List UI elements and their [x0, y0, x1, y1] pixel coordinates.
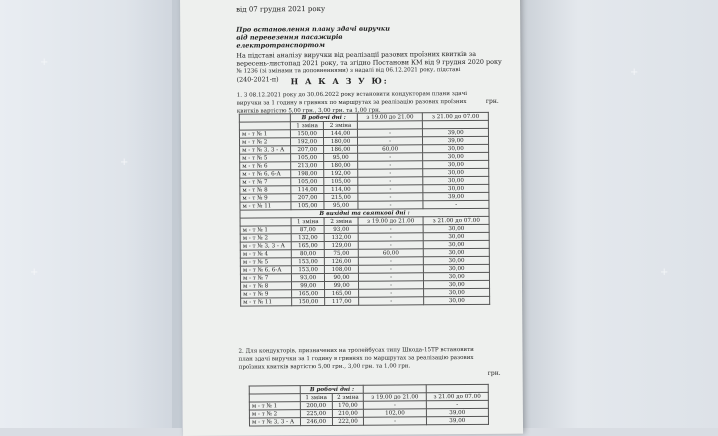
night-cell: 30,00 — [423, 184, 489, 192]
shift2-cell: 108,00 — [325, 265, 358, 273]
intro-line: вересень-листопад 2021 року, та згідно Постанови КМ від 9 грудня 2020 року — [236, 57, 502, 68]
evening-cell: 60,00 — [358, 249, 424, 257]
route-cell: м - т № 5 — [240, 258, 291, 266]
route-cell: м - т № 7 — [240, 274, 291, 282]
evening-cell: - — [358, 257, 424, 265]
document-heading-line: Про встановлення плану здачі виручки — [236, 24, 391, 34]
shift1-cell: 80,00 — [291, 249, 324, 257]
schedule-table-1 — [239, 112, 490, 307]
route-cell: м - т № 6, 6-А — [240, 170, 291, 178]
evening-cell: - — [364, 401, 426, 409]
shift1-cell: 114,00 — [291, 185, 324, 193]
shift1-cell: 165,00 — [291, 241, 324, 249]
document-date: від 07 грудня 2021 року — [236, 4, 326, 14]
night-cell: 30,00 — [424, 264, 490, 272]
sparkle-decoration: + — [120, 157, 129, 168]
unit-label: грн. — [485, 97, 499, 105]
evening-cell: - — [358, 281, 424, 289]
night-cell: 30,00 — [423, 224, 489, 232]
order-document — [180, 0, 523, 436]
column-header: з 19.00 до 21.00 — [357, 113, 423, 121]
route-cell: м - т № 1 — [249, 402, 300, 410]
evening-cell: - — [358, 225, 424, 233]
night-cell: 39,00 — [426, 416, 488, 424]
point2-line: 2. Для кондукторів, призначених на тролейбусах типу Шкода-15ТР встановити — [238, 346, 474, 355]
intro-line: (240-2021-п) — [236, 75, 279, 84]
night-cell: 30,00 — [424, 288, 490, 296]
background-wall-right — [518, 0, 718, 428]
night-cell: 30,00 — [423, 152, 489, 160]
column-header: 1 зміна — [290, 121, 323, 129]
shift2-cell: 210,00 — [332, 409, 364, 417]
shift2-cell: 165,00 — [325, 289, 358, 297]
route-cell: м - т № 1 — [239, 130, 290, 138]
shift2-cell: 126,00 — [325, 257, 358, 265]
schedule-table-2 — [249, 384, 489, 427]
shift1-cell: 207,00 — [291, 193, 324, 201]
route-cell: м - т № 6 — [240, 162, 291, 170]
column-header: з 21.00 до 07.00 — [423, 112, 489, 120]
shift2-cell: 99,00 — [325, 281, 358, 289]
shift2-cell: 215,00 — [324, 193, 357, 201]
evening-cell: - — [357, 153, 423, 161]
document-heading-line: електротранспортом — [236, 40, 325, 50]
evening-cell: 60,00 — [357, 145, 423, 153]
point1-line: виручки за 1 годину в гривнях по маршрутах за реалізацію разових проїзних — [236, 99, 467, 107]
sparkle-decoration: + — [630, 67, 639, 78]
night-cell: 30,00 — [424, 280, 490, 288]
column-header: з 21.00 до 07.00 — [423, 216, 489, 224]
evening-cell: - — [357, 169, 423, 177]
route-cell: м - т № 2 — [249, 410, 300, 418]
point2-line: план здачі виручки за 1 годину в гривнях по маршрутах за реалізацію разових — [238, 354, 474, 363]
night-cell: 39,00 — [426, 408, 488, 416]
route-cell: м - т № 11 — [240, 202, 291, 210]
unit-label: грн. — [487, 369, 501, 377]
order-word: Н А К А З У Ю: — [290, 75, 389, 87]
evening-cell: - — [358, 233, 424, 241]
route-cell: м - т № 8 — [240, 282, 291, 290]
shift2-cell: 75,00 — [325, 249, 358, 257]
shift2-cell: 170,00 — [332, 401, 364, 409]
night-cell: 30,00 — [423, 168, 489, 176]
shift1-cell: 99,00 — [291, 281, 324, 289]
evening-cell: - — [357, 137, 423, 145]
column-header: з 21.00 до 07.00 — [426, 392, 488, 400]
column-header: 2 зміна — [332, 393, 364, 401]
route-cell: м - т № 3, 3 - А — [240, 146, 291, 154]
night-cell: 30,00 — [423, 176, 489, 184]
route-cell: м - т № 9 — [241, 290, 292, 298]
route-cell: м - т № 11 — [241, 298, 292, 306]
evening-cell: - — [358, 193, 424, 201]
shift1-cell: 105,00 — [291, 177, 324, 185]
shift2-cell: 129,00 — [325, 241, 358, 249]
sparkle-decoration: + — [660, 267, 669, 278]
evening-cell: - — [358, 289, 424, 297]
shift2-cell: 132,00 — [325, 233, 358, 241]
shift1-cell: 198,00 — [291, 169, 324, 177]
evening-cell: - — [358, 273, 424, 281]
intro-line: На підставі аналізу виручки від реалізації разових проїзних квитків за — [236, 49, 477, 60]
shift2-cell: 180,00 — [324, 137, 357, 145]
document-heading-line: від перевезення пасажирів — [236, 32, 343, 42]
shift1-cell: 165,00 — [292, 289, 325, 297]
evening-cell: - — [358, 297, 424, 305]
evening-cell: - — [364, 417, 426, 425]
shift1-cell: 105,00 — [291, 153, 324, 161]
background-wall-left — [0, 0, 178, 428]
shift1-cell: 207,00 — [291, 145, 324, 153]
night-cell: 39,00 — [423, 136, 489, 144]
point1-line: квитків вартістю 5,00 грн., 3,00 грн. та 1,00 грн. — [236, 107, 381, 115]
night-cell: - — [426, 400, 488, 408]
shift1-cell: 93,00 — [291, 273, 324, 281]
night-cell: 30,00 — [424, 272, 490, 280]
night-cell: 30,00 — [423, 144, 489, 152]
shift1-cell: 153,00 — [291, 265, 324, 273]
shift2-cell: 180,00 — [324, 161, 357, 169]
evening-cell: - — [358, 201, 424, 209]
route-cell: м - т № 3, 3 - А — [249, 418, 300, 426]
shift1-cell: 150,00 — [290, 129, 323, 137]
route-cell: м - т № 8 — [240, 186, 291, 194]
sparkle-decoration: + — [30, 267, 39, 278]
shift1-cell: 246,00 — [300, 417, 332, 425]
shift1-cell: 200,00 — [300, 401, 332, 409]
shift1-cell: 105,00 — [291, 201, 324, 209]
night-cell: 30,00 — [423, 160, 489, 168]
route-cell: м - т № 9 — [240, 194, 291, 202]
weekday-label: В робочі дні : — [300, 385, 363, 393]
evening-cell: - — [357, 129, 423, 137]
column-header: 2 зміна — [324, 217, 357, 225]
shift2-cell: 192,00 — [324, 169, 357, 177]
route-cell: м - т № 2 — [239, 138, 290, 146]
column-header: з 19.00 до 21.00 — [364, 393, 426, 401]
table-row — [249, 416, 488, 426]
evening-cell: - — [358, 265, 424, 273]
shift1-cell: 213,00 — [291, 161, 324, 169]
night-cell: - — [423, 200, 489, 208]
night-cell: 30,00 — [424, 296, 490, 304]
shift1-cell: 153,00 — [291, 257, 324, 265]
night-cell: 30,00 — [424, 248, 490, 256]
night-cell: 30,00 — [424, 240, 490, 248]
shift1-cell: 192,00 — [290, 137, 323, 145]
shift2-cell: 93,00 — [324, 225, 357, 233]
evening-cell: - — [358, 241, 424, 249]
column-header: 1 зміна — [291, 217, 324, 225]
night-cell: 30,00 — [424, 232, 490, 240]
route-cell: м - т № 1 — [240, 226, 291, 234]
shift2-cell: 186,00 — [324, 145, 357, 153]
shift2-cell: 90,00 — [325, 273, 358, 281]
sparkle-decoration: + — [40, 57, 49, 68]
evening-cell: - — [358, 185, 424, 193]
night-cell: 39,00 — [423, 192, 489, 200]
night-cell: 30,00 — [424, 256, 490, 264]
shift2-cell: 95,00 — [324, 201, 357, 209]
night-cell: 39,00 — [423, 128, 489, 136]
intro-line: № 1236 (зі змінами та доповненнями) з надалі від 06.12.2021 року, підставі — [236, 67, 461, 75]
route-cell: м - т № 4 — [240, 250, 291, 258]
shift2-cell: 95,00 — [324, 153, 357, 161]
route-cell: м - т № 2 — [240, 234, 291, 242]
route-cell: м - т № 6, 6-А — [240, 266, 291, 274]
shift1-cell: 132,00 — [291, 233, 324, 241]
point2-line: проїзних квитків вартістю 5,00 грн., 3,00 грн. та 1,00 грн. — [238, 363, 411, 371]
weekday-label: В робочі дні : — [290, 113, 357, 121]
shift1-cell: 87,00 — [291, 225, 324, 233]
shift2-cell: 114,00 — [324, 185, 357, 193]
shift1-cell: 225,00 — [300, 409, 332, 417]
shift1-cell: 150,00 — [292, 297, 325, 305]
column-header: 2 зміна — [324, 121, 357, 129]
point1-line: 1. З 08.12.2021 року до 30.06.2022 року встановити кондукторам плани здачі — [236, 90, 468, 99]
column-header: 1 зміна — [300, 393, 332, 401]
column-header: з 19.00 до 21.00 — [358, 217, 424, 225]
evening-cell: - — [358, 177, 424, 185]
route-cell: м - т № 7 — [240, 178, 291, 186]
route-cell: м - т № 5 — [240, 154, 291, 162]
evening-cell: - — [357, 161, 423, 169]
table-row — [241, 296, 490, 306]
evening-cell: 102,00 — [364, 409, 426, 417]
shift2-cell: 222,00 — [332, 417, 364, 425]
shift2-cell: 117,00 — [325, 297, 358, 305]
route-cell: м - т № 3, 3 - А — [240, 242, 291, 250]
shift2-cell: 105,00 — [324, 177, 357, 185]
shift2-cell: 144,00 — [324, 129, 357, 137]
weekend-label: В вихідні та святкові дні : — [240, 208, 489, 218]
